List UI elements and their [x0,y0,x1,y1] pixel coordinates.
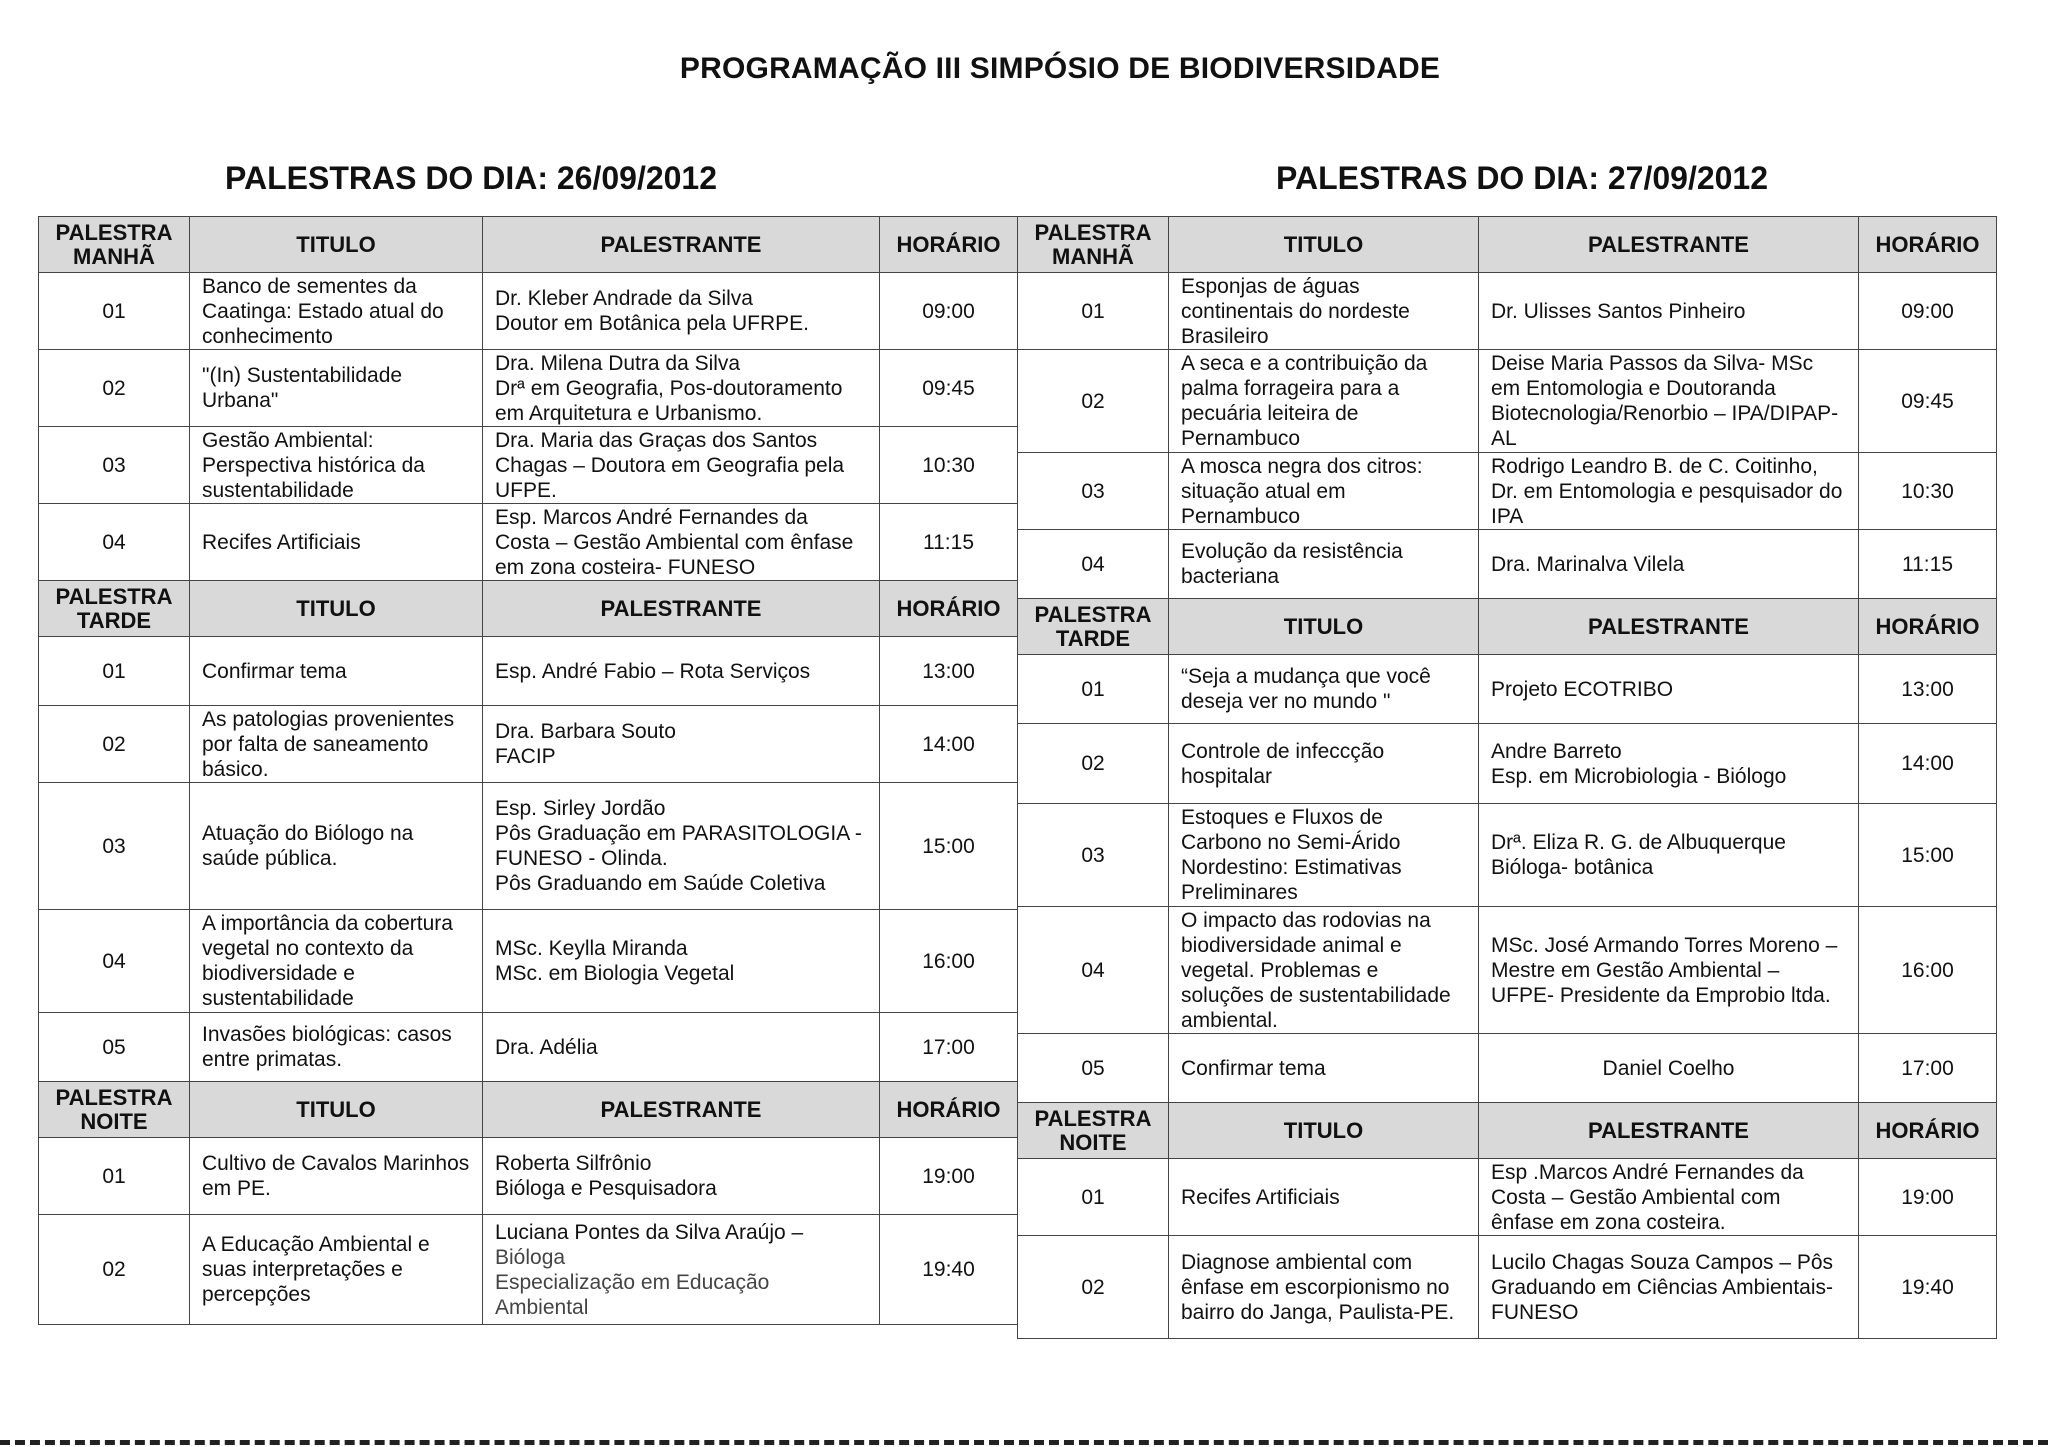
talk-title: A seca e a contribuição da palma forrageira para a pecuária leiteira de Pernambuco [1169,350,1479,453]
horario-header: HORÁRIO [880,217,1018,273]
speaker-name: Dra. Adélia [495,1035,598,1059]
table-row [39,427,1018,504]
talk-time: 16:00 [1859,907,1997,1034]
section-header-row [1018,1103,1997,1159]
talk-title: "(In) Sustentabilidade Urbana" [190,350,483,427]
talk-title: Confirmar tema [190,637,483,706]
talk-title: Invasões biológicas: casos entre primatas. [190,1013,483,1082]
speaker-cell [1479,1159,1859,1236]
titulo-header: TITULO [190,217,483,273]
titulo-header: TITULO [1169,599,1479,655]
talk-time: 13:00 [1859,655,1997,724]
row-number: 04 [39,504,190,581]
talk-title: Evolução da resistência bacteriana [1169,530,1479,599]
speaker-cell [1479,907,1859,1034]
table-row [39,350,1018,427]
speaker-cell [483,706,880,783]
section-header-row [39,217,1018,273]
talk-time: 16:00 [880,910,1018,1013]
speaker-name: Dr. Ulisses Santos Pinheiro [1491,299,1746,323]
table-row [39,1215,1018,1325]
row-number: 02 [39,1215,190,1325]
row-number: 01 [39,637,190,706]
palestrante-header: PALESTRANTE [483,1082,880,1138]
speaker-name: Luciana Pontes da Silva Araújo – [495,1220,804,1244]
talk-time: 19:40 [880,1215,1018,1325]
table-row [1018,1159,1997,1236]
talk-title: Confirmar tema [1169,1034,1479,1103]
day-1-schedule-table [38,216,1018,1325]
talk-time: 11:15 [1859,530,1997,599]
row-number: 04 [1018,907,1169,1034]
horario-header: HORÁRIO [1859,1103,1997,1159]
titulo-header: TITULO [1169,217,1479,273]
row-number: 03 [1018,804,1169,907]
talk-title: A Educação Ambiental e suas interpretações e percepções [190,1215,483,1325]
speaker-cell [483,273,880,350]
titulo-header: TITULO [1169,1103,1479,1159]
horario-header: HORÁRIO [1859,599,1997,655]
talk-time: 19:00 [1859,1159,1997,1236]
talk-time: 15:00 [1859,804,1997,907]
row-number: 01 [1018,1159,1169,1236]
table-row [39,706,1018,783]
speaker-cell [483,1215,880,1325]
speaker-cell [483,1138,880,1215]
row-number: 01 [1018,273,1169,350]
table-row [1018,1236,1997,1339]
row-number: 02 [39,706,190,783]
speaker-name: Esp .Marcos André Fernandes da Costa – Gestão Ambiental com ênfase em zona costeira. [1491,1160,1804,1234]
talk-title: Gestão Ambiental: Perspectiva histórica da sustentabilidade [190,427,483,504]
horario-header: HORÁRIO [880,581,1018,637]
speaker-cell [1479,350,1859,453]
table-row [1018,273,1997,350]
talk-title: Recifes Artificiais [190,504,483,581]
row-number: 03 [1018,453,1169,530]
speaker-name: MSc. Keylla Miranda MSc. em Biologia Vegetal [495,937,735,985]
section-header-row [1018,599,1997,655]
speaker-name: Rodrigo Leandro B. de C. Coitinho, Dr. em Entomologia e pesquisador do IPA [1491,454,1843,528]
talk-title: Cultivo de Cavalos Marinhos em PE. [190,1138,483,1215]
section-header-row [1018,217,1997,273]
table-row [1018,804,1997,907]
speaker-name: Dra. Milena Dutra da Silva Drª em Geografia, Pos-doutoramento em Arquitetura e Urbanismo. [495,351,843,425]
talk-title: A mosca negra dos citros: situação atual em Pernambuco [1169,453,1479,530]
speaker-cell [483,1013,880,1082]
row-number: 02 [1018,350,1169,453]
speaker-name: Esp. Sirley Jordão Pôs Graduação em PARASITOLOGIA - FUNESO - Olinda. Pôs Graduando em Saúde Coletiva [495,797,862,895]
session-header: PALESTRA TARDE [39,581,190,637]
session-header: PALESTRA TARDE [1018,599,1169,655]
talk-time: 19:00 [880,1138,1018,1215]
speaker-cell [1479,724,1859,804]
row-number: 01 [39,273,190,350]
speaker-name: Dra. Maria das Graças dos Santos Chagas – Doutora em Geografia pela UFPE. [495,428,845,502]
speaker-name: Andre Barreto Esp. em Microbiologia - Biólogo [1491,739,1787,788]
speaker-cell [1479,804,1859,907]
table-row [1018,1034,1997,1103]
table-row [39,783,1018,910]
talk-time: 09:00 [880,273,1018,350]
talk-title: A importância da cobertura vegetal no contexto da biodiversidade e sustentabilidade [190,910,483,1013]
session-header: PALESTRA MANHÃ [39,217,190,273]
talk-time: 13:00 [880,637,1018,706]
talk-time: 10:30 [1859,453,1997,530]
palestrante-header: PALESTRANTE [483,581,880,637]
talk-time: 09:00 [1859,273,1997,350]
speaker-details: Bióloga Especialização em Educação Ambiental [495,1245,770,1319]
table-row [1018,655,1997,724]
speaker-name: Daniel Coelho [1602,1056,1735,1080]
talk-title: Banco de sementes da Caatinga: Estado atual do conhecimento [190,273,483,350]
table-row [39,637,1018,706]
session-header: PALESTRA MANHÃ [1018,217,1169,273]
row-number: 05 [39,1013,190,1082]
palestrante-header: PALESTRANTE [1479,217,1859,273]
table-row [39,1013,1018,1082]
row-number: 03 [39,427,190,504]
row-number: 02 [39,350,190,427]
talk-title: O impacto das rodovias na biodiversidade animal e vegetal. Problemas e soluções de sustentabilidade ambiental. [1169,907,1479,1034]
titulo-header: TITULO [190,1082,483,1138]
speaker-cell [1479,453,1859,530]
speaker-name: Esp. Marcos André Fernandes da Costa – Gestão Ambiental com ênfase em zona costeira- FUNESO [495,505,854,579]
table-row [1018,530,1997,599]
row-number: 05 [1018,1034,1169,1103]
speaker-cell [1479,1236,1859,1339]
talk-title: Controle de infeccção hospitalar [1169,724,1479,804]
speaker-cell [483,504,880,581]
speaker-name: Esp. André Fabio – Rota Serviços [495,659,811,683]
speaker-name: Dr. Kleber Andrade da Silva Doutor em Botânica pela UFRPE. [495,287,809,335]
table-row [1018,350,1997,453]
page-title: PROGRAMAÇÃO III SIMPÓSIO DE BIODIVERSIDADE [679,52,1441,85]
titulo-header: TITULO [190,581,483,637]
talk-time: 17:00 [1859,1034,1997,1103]
day-2-heading: PALESTRAS DO DIA: 27/09/2012 [1276,160,1769,196]
talk-time: 15:00 [880,783,1018,910]
day-2-schedule-table [1017,216,1997,1339]
speaker-cell [483,350,880,427]
talk-title: Recifes Artificiais [1169,1159,1479,1236]
session-header: PALESTRA NOITE [1018,1103,1169,1159]
table-row [39,910,1018,1013]
speaker-cell [1479,1034,1859,1103]
talk-time: 10:30 [880,427,1018,504]
speaker-name: Roberta Silfrônio Bióloga e Pesquisadora [495,1152,717,1200]
row-number: 02 [1018,724,1169,804]
speaker-name: Deise Maria Passos da Silva- MSc em Entomologia e Doutoranda Biotecnologia/Renorbio – IPA/DIPAP-AL [1491,352,1839,450]
table-row [39,504,1018,581]
horario-header: HORÁRIO [1859,217,1997,273]
palestrante-header: PALESTRANTE [1479,1103,1859,1159]
talk-title: Diagnose ambiental com ênfase em escorpionismo no bairro do Janga, Paulista-PE. [1169,1236,1479,1339]
speaker-cell [483,637,880,706]
horario-header: HORÁRIO [880,1082,1018,1138]
talk-title: Estoques e Fluxos de Carbono no Semi-Árido Nordestino: Estimativas Preliminares [1169,804,1479,907]
talk-title: As patologias provenientes por falta de saneamento básico. [190,706,483,783]
speaker-name: Dra. Barbara Souto FACIP [495,720,676,768]
row-number: 03 [39,783,190,910]
talk-title: Esponjas de águas continentais do nordeste Brasileiro [1169,273,1479,350]
row-number: 01 [39,1138,190,1215]
speaker-name: MSc. José Armando Torres Moreno – Mestre em Gestão Ambiental – UFPE- Presidente da Emprobio ltda. [1491,933,1838,1007]
talk-time: 19:40 [1859,1236,1997,1339]
talk-time: 11:15 [880,504,1018,581]
talk-title: Atuação do Biólogo na saúde pública. [190,783,483,910]
palestrante-header: PALESTRANTE [483,217,880,273]
talk-time: 09:45 [880,350,1018,427]
talk-time: 14:00 [880,706,1018,783]
speaker-name: Projeto ECOTRIBO [1491,677,1674,701]
speaker-name: Lucilo Chagas Souza Campos – Pôs Graduando em Ciências Ambientais- FUNESO [1491,1250,1834,1324]
speaker-cell [1479,273,1859,350]
section-header-row [39,1082,1018,1138]
table-row [39,273,1018,350]
row-number: 01 [1018,655,1169,724]
row-number: 04 [1018,530,1169,599]
talk-time: 17:00 [880,1013,1018,1082]
row-number: 04 [39,910,190,1013]
speaker-name: Drª. Eliza R. G. de Albuquerque Bióloga- botânica [1491,831,1786,879]
session-header: PALESTRA NOITE [39,1082,190,1138]
palestrante-header: PALESTRANTE [1479,599,1859,655]
day-1-heading: PALESTRAS DO DIA: 26/09/2012 [225,160,718,196]
speaker-cell [483,910,880,1013]
table-row [1018,907,1997,1034]
speaker-cell [1479,530,1859,599]
table-row [1018,453,1997,530]
section-header-row [39,581,1018,637]
talk-time: 09:45 [1859,350,1997,453]
talk-time: 14:00 [1859,724,1997,804]
speaker-cell [1479,655,1859,724]
talk-title: “Seja a mudança que você deseja ver no mundo " [1169,655,1479,724]
row-number: 02 [1018,1236,1169,1339]
dashed-divider [0,1440,2048,1445]
table-row [39,1138,1018,1215]
speaker-cell [483,427,880,504]
table-row [1018,724,1997,804]
speaker-name: Dra. Marinalva Vilela [1491,552,1685,576]
speaker-cell [483,783,880,910]
